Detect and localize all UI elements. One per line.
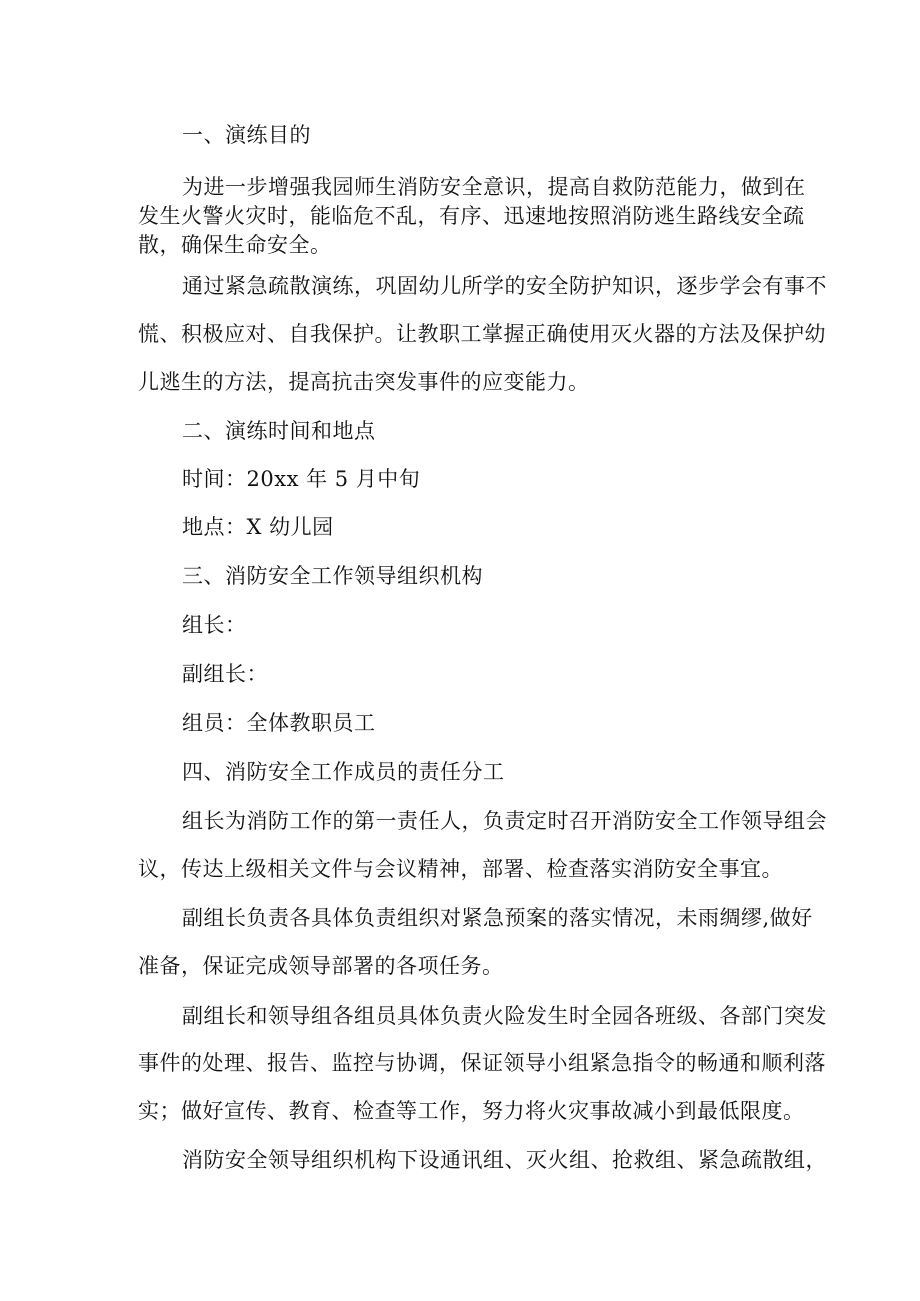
section-heading-4: 四、消防安全工作成员的责任分工 [182, 760, 505, 784]
paragraph-line: 发生火警火灾时，能临危不乱，有序、迅速地按照消防逃生路线安全疏 [138, 204, 805, 228]
paragraph-line: 副组长负责各具体负责组织对紧急预案的落实情况，未雨绸缪,做好 [182, 906, 813, 930]
paragraph-line: 准备，保证完成领导部署的各项任务。 [138, 954, 504, 978]
paragraph-line: 实；做好宣传、教育、检查等工作，努力将火灾事故减小到最低限度。 [138, 1099, 805, 1123]
paragraph-line: 为进一步增强我园师生消防安全意识，提高自救防范能力，做到在 [182, 175, 806, 199]
members-line: 组员：全体教职员工 [182, 711, 376, 735]
paragraph-line: 事件的处理、报告、监控与协调，保证领导小组紧急指令的畅通和顺利落 [138, 1051, 826, 1075]
leader-line: 组长： [182, 613, 247, 637]
vice-leader-line: 副组长： [182, 662, 268, 686]
paragraph-line: 散，确保生命安全。 [138, 233, 332, 257]
paragraph-line: 慌、积极应对、自我保护。让教职工掌握正确使用灭火器的方法及保护幼 [138, 322, 826, 346]
section-heading-3: 三、消防安全工作领导组织机构 [182, 564, 483, 588]
paragraph-line: 副组长和领导组各组员具体负责火险发生时全园各班级、各部门突发 [182, 1004, 827, 1028]
paragraph-line: 议，传达上级相关文件与会议精神，部署、检查落实消防安全事宜。 [138, 857, 783, 881]
place-line: 地点：X 幼儿园 [182, 515, 334, 539]
paragraph-line: 通过紧急疏散演练，巩固幼儿所学的安全防护知识，逐步学会有事不 [182, 274, 827, 298]
paragraph-line: 儿逃生的方法，提高抗击突发事件的应变能力。 [138, 370, 590, 394]
section-heading-1: 一、演练目的 [182, 123, 311, 147]
section-heading-2: 二、演练时间和地点 [182, 419, 376, 443]
paragraph-line: 组长为消防工作的第一责任人，负责定时召开消防安全工作领导组会 [182, 809, 827, 833]
paragraph-line: 消防安全领导组织机构下设通讯组、灭火组、抢救组、紧急疏散组， [182, 1148, 827, 1172]
time-line: 时间：20xx 年 5 月中旬 [182, 467, 421, 491]
